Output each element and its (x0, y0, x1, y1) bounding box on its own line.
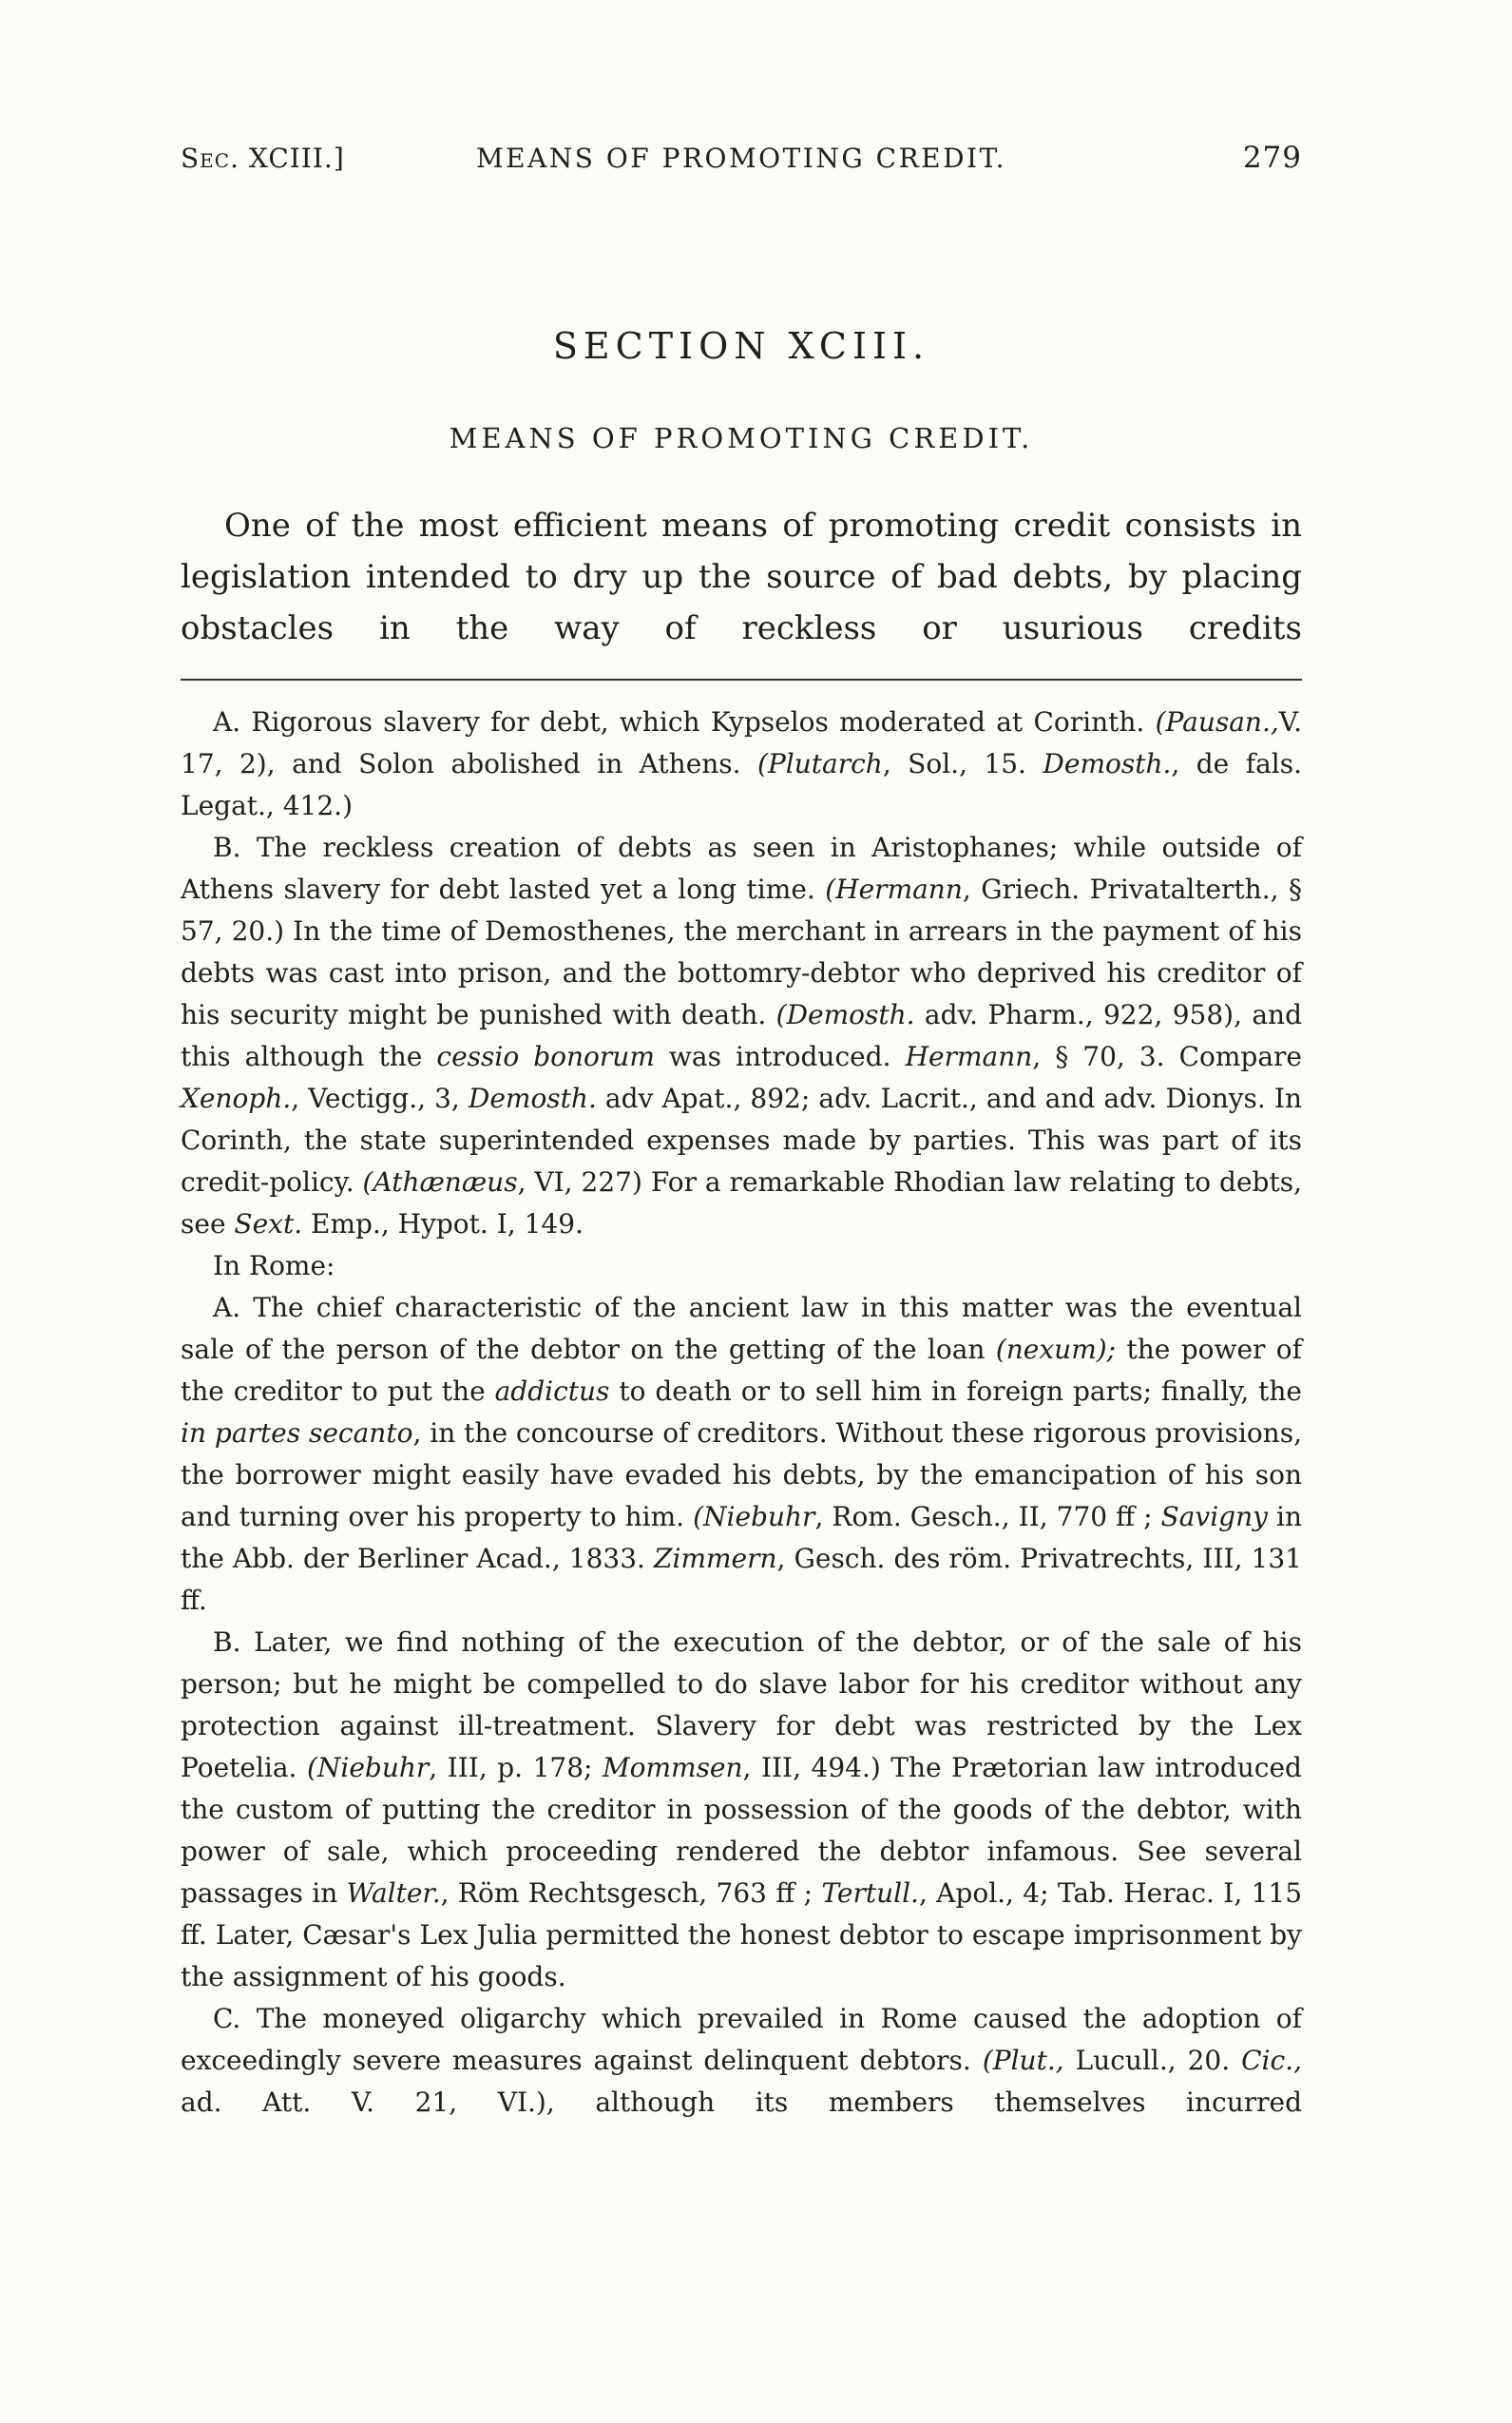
body-paragraph: One of the most efficient means of promoting credit consists in legislation intended to dry up the source of bad debts, by placing obstacles in the way of reckless or usurious credits (181, 507, 1302, 647)
footnote-in-rome: In Rome: (213, 1250, 335, 1281)
footnote-rome-b: B. Later, we find nothing of the execution of the debtor, or of the sale of his person; but he might be compelled to do slave labor for his creditor without any protection against ill-treatment. Slavery for debt was restricted by the Lex Poetelia. (Niebuhr, III, p. 178; Mommsen, III, 494.) The Prætorian law introduced the custom of putting the creditor in possession of the goods of the debtor, with power of sale, which proceeding rendered the debtor infamous. See several passages in Walter., Röm Rechtsgesch, 763 ff ; Tertull., Apol., 4; Tab. Herac. I, 115 ff. Later, Cæsar's Lex Julia permitted the honest debtor to escape imprisonment by the assignment of his goods. (181, 1626, 1303, 1992)
footnote-rome-c: C. The moneyed oligarchy which prevailed in Rome caused the adoption of exceedingly severe measures against delinquent debtors. (Plut., Lucull., 20. Cic., ad. Att. V. 21, VI.), although its members themselves incurred (181, 2003, 1302, 2118)
header-running-title: MEANS OF PROMOTING CREDIT. (475, 143, 1007, 174)
page-header (181, 141, 1302, 175)
footnotes-block (181, 702, 1302, 2124)
section-title: SECTION XCIII. (552, 325, 930, 367)
footnote-a: A. Rigorous slavery for debt, which Kypselos moderated at Corinth. (Pausan.,V. 17, 2), and Solon abolished in Athens. (Plutarch, Sol., 15. Demosth., de fals. Legat., 412.) (181, 706, 1302, 821)
header-section-label: Sec. XCIII.] (181, 143, 345, 174)
header-page-number: 279 (1242, 141, 1302, 175)
footnote-rome-a: A. The chief characteristic of the ancient law in this matter was the eventual sale of the person of the debtor on the getting of the loan (nexum); the power of the creditor to put the addictus to death or to sell him in foreign parts; finally, the in partes secanto, in the concourse of creditors. Without these rigorous provisions, the borrower might easily have evaded his debts, by the emancipation of his son and turning over his property to him. (Niebuhr, Rom. Gesch., II, 770 ff ; Savigny in the Abb. der Berliner Acad., 1833. Zimmern, Gesch. des röm. Privatrechts, III, 131 ff. (181, 1292, 1303, 1616)
section-subtitle: MEANS OF PROMOTING CREDIT. (449, 422, 1034, 454)
footnote-b: B. The reckless creation of debts as seen in Aristophanes; while outside of Athens slavery for debt lasted yet a long time. (Hermann, Griech. Privatalterth., § 57, 20.) In the time of Demosthenes, the merchant in arrears in the payment of his debts was cast into prison, and the bottomry-debtor who deprived his creditor of his security might be punished with death. (Demosth. adv. Pharm., 922, 958), and this although the cessio bonorum was introduced. Hermann, § 70, 3. Compare Xenoph., Vectigg., 3, Demosth. adv Apat., 892; adv. Lacrit., and and adv. Dionys. In Corinth, the state superintended expenses made by parties. This was part of its credit-policy. (Athænæus, VI, 227) For a remarkable Rhodian law relating to debts, see Sext. Emp., Hypot. I, 149. (181, 832, 1303, 1240)
footnote-separator-rule (181, 679, 1302, 681)
